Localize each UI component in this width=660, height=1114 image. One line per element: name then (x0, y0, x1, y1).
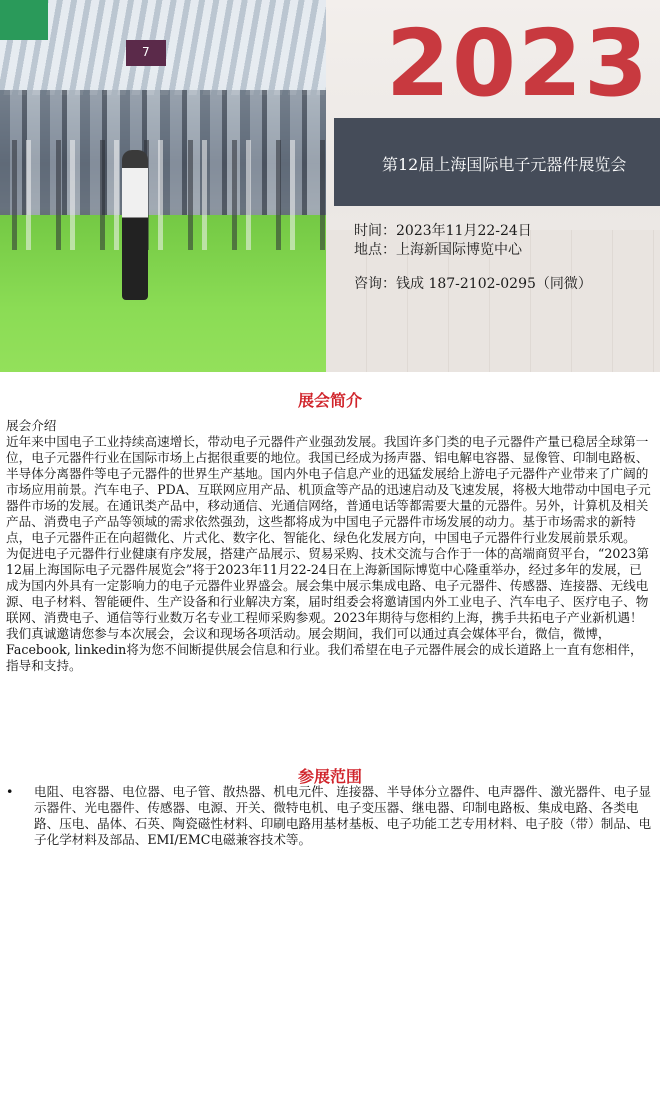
exhibition-hall-photo (0, 0, 326, 372)
scope-text: 电阻、电容器、电位器、电子管、散热器、机电元件、连接器、半导体分立器件、电声器件、激光器件、电子显示器件、光电器件、传感器、电源、开关、微特电机、电子变压器、继电器、印制电路板、集成电路、各类电路、压电、晶体、石英、陶瓷磁性材料、印刷电路用基材基板、电子功能工艺专用材料、电子胶（带）制品、电子化学材料及部品、EMI/EMC电磁兼容技术等。 (34, 784, 652, 847)
scope-heading: 参展范围 (297, 767, 362, 786)
intro-label: 展会介绍 (6, 418, 57, 433)
event-time: 时间：2023年11月22-24日 (354, 223, 532, 239)
scope-section (6, 784, 656, 848)
event-contact: 咨询：钱成 187-2102-0295（同微） (354, 276, 592, 292)
intro-section (6, 418, 654, 674)
banner-title: 第12届上海国际电子元器件展览会 (382, 155, 627, 174)
hall-sign: 7 (126, 40, 166, 66)
intro-paragraph-2: 为促进电子元器件行业健康有序发展，搭建产品展示、贸易采购、技术交流与合作于一体的高端商贸平台，“2023第12届上海国际电子元器件展览会”将于2023年11月22-24日在上海新国际博览中心隆重举办，经过多年的发展，已成为国内外具有一定影响力的电子元器件业界盛会。展会集中展示集成电路、电子元器件、传感器、连接器、无线电源、电子材料、智能硬件、生产设备和行业解决方案，届时组委会将邀请国内外工业电子、汽车电子、医疗电子、物联网、消费电子、通信等行业数万名专业工程师采购参观。2023年期待与您相约上海，携手共拓电子产业新机遇！我们真诚邀请您参与本次展会，会议和现场各项活动。展会期间，我们可以通过真会媒体平台，微信，微博，Facebook, linkedin将为您不间断提供展会信息和行业。我们希望在电子元器件展会的成长道路上一直有您相伴，指导和支持。 (6, 546, 649, 673)
banner-year: 2023 (386, 10, 651, 117)
intro-heading: 展会简介 (297, 391, 362, 410)
intro-paragraph-1: 近年来中国电子工业持续高速增长，带动电子元器件产业强劲发展。我国许多门类的电子元器件产量已稳居全球第一位，电子元器件行业在国际市场上占据很重要的地位。我国已经成为扬声器、铝电解电容器、显像管、印制电路板、半导体分离器件等电子元器件的世界生产基地。国内外电子信息产业的迅猛发展给上游电子元器件产业带来了广阔的市场应用前景。汽车电子、PDA、互联网应用产品、机顶盒等产品的迅速启动及飞速发展，将极大地带动中国电子元器件市场的发展。在通讯类产品中，移动通信、光通信网络，普通电话等都需要大量的元器件。另外，计算机及相关产品、消费电子产品等领域的需求依然强劲，这些都将成为中国电子元器件市场发展的动力。基于市场需求的新特点，电子元器件正在向超微化、片式化、数字化、智能化、绿色化发展方向，中国电子元器件行业发展前景乐观。 (6, 434, 651, 545)
event-place: 地点：上海新国际博览中心 (354, 242, 522, 258)
banner-title-bar (334, 118, 660, 206)
banner (0, 0, 660, 372)
scope-bullet: • (6, 784, 14, 799)
